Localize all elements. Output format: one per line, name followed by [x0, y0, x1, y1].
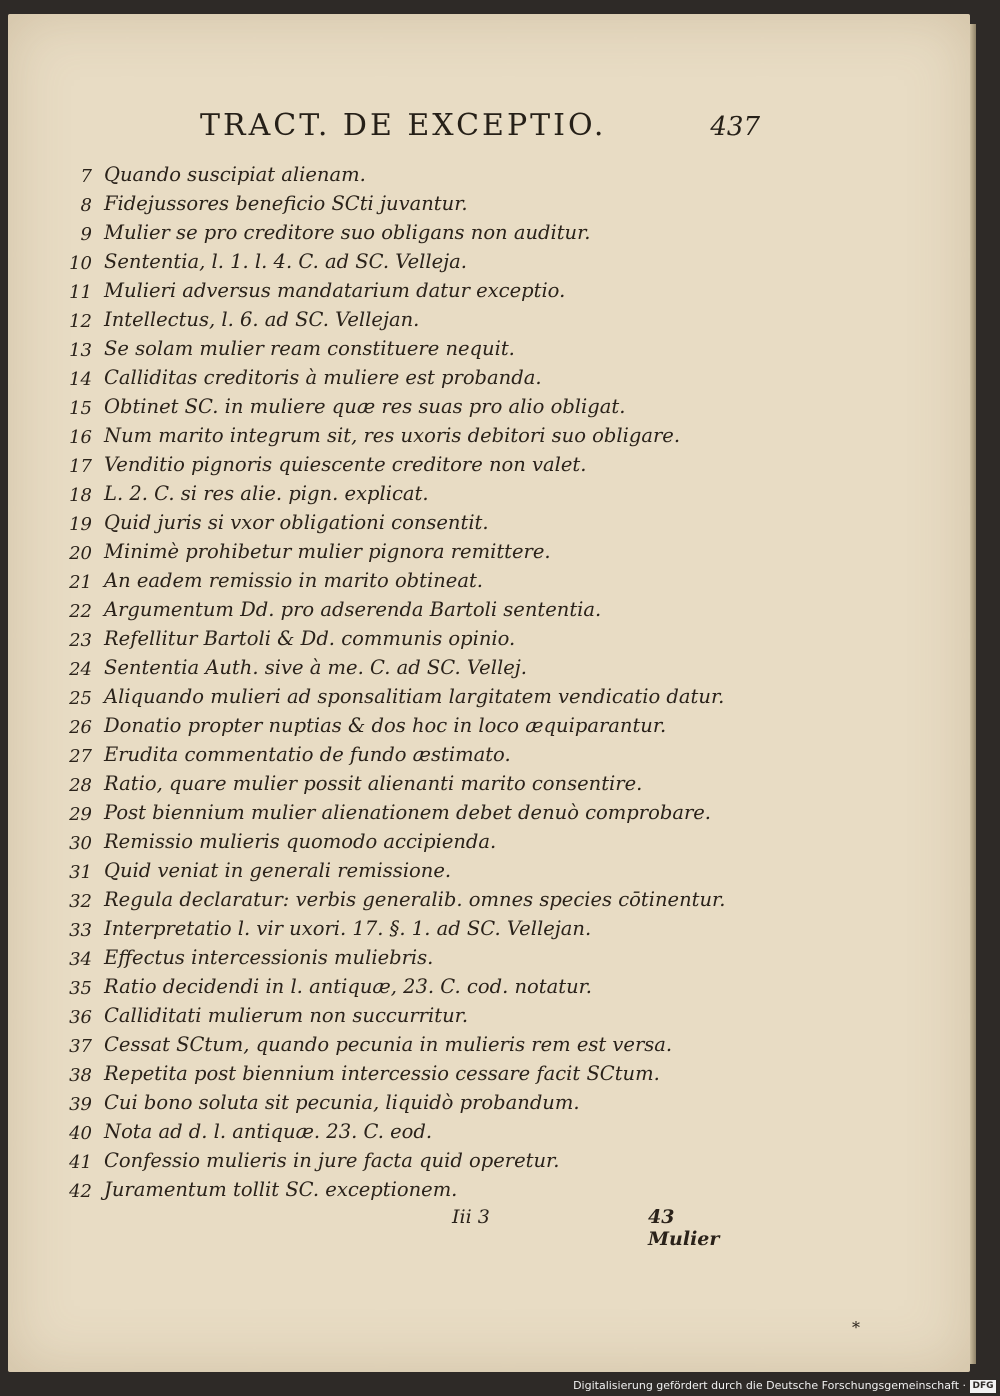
- list-item: [56, 685, 776, 714]
- entry-text: Num marito integrum sit, res uxoris debitori suo obligare.: [104, 424, 681, 447]
- entry-text: Se solam mulier ream constituere nequit.: [104, 337, 515, 360]
- list-item: [56, 192, 776, 221]
- list-item: [56, 1033, 776, 1062]
- entry-text: Ratio, quare mulier possit alienanti marito consentire.: [104, 772, 643, 795]
- entry-number: 36: [69, 1007, 92, 1028]
- entry-number: 7: [80, 166, 92, 187]
- entry-text: Cessat SCtum, quando pecunia in mulieris rem est versa.: [104, 1033, 673, 1056]
- entry-number: 31: [69, 862, 92, 883]
- entry-text: Venditio pignoris quiescente creditore non valet.: [104, 453, 587, 476]
- list-item: [56, 424, 776, 453]
- entry-number: 12: [69, 311, 92, 332]
- list-item: [56, 1120, 776, 1149]
- entry-number: 14: [69, 369, 92, 390]
- list-item: [56, 1149, 776, 1178]
- page-footer: [452, 1206, 752, 1250]
- entry-text: Argumentum Dd. pro adserenda Bartoli sententia.: [104, 598, 602, 621]
- list-item: [56, 1062, 776, 1091]
- entry-number: 35: [69, 978, 92, 999]
- entry-text: Aliquando mulieri ad sponsalitiam largitatem vendicatio datur.: [104, 685, 725, 708]
- list-item: [56, 163, 776, 192]
- entry-number: 23: [69, 630, 92, 651]
- list-item: [56, 598, 776, 627]
- page-edge: [970, 24, 976, 1364]
- entry-number: 17: [69, 456, 92, 477]
- list-item: [56, 656, 776, 685]
- entry-number: 16: [69, 427, 92, 448]
- entry-text: Quid juris si vxor obligationi consentit.: [104, 511, 489, 534]
- page-header: [200, 108, 760, 152]
- entry-number: 18: [69, 485, 92, 506]
- signature-mark: Iii 3: [452, 1206, 490, 1228]
- entry-text: Remissio mulieris quomodo accipienda.: [104, 830, 497, 853]
- list-item: [56, 1178, 776, 1207]
- list-item: [56, 714, 776, 743]
- entry-number: 28: [69, 775, 92, 796]
- entry-number: 32: [69, 891, 92, 912]
- list-item: [56, 1091, 776, 1120]
- list-item: [56, 946, 776, 975]
- entry-number: 41: [69, 1152, 92, 1173]
- entry-text: Intellectus, l. 6. ad SC. Vellejan.: [104, 308, 420, 331]
- entry-text: Quid veniat in generali remissione.: [104, 859, 452, 882]
- entry-number: 39: [69, 1094, 92, 1115]
- entry-number: 29: [69, 804, 92, 825]
- entry-number: 20: [69, 543, 92, 564]
- entry-text: Erudita commentatio de fundo æstimato.: [104, 743, 511, 766]
- page-number: 437: [710, 112, 760, 142]
- entry-text: Repetita post biennium intercessio cessare facit SCtum.: [104, 1062, 660, 1085]
- list-item: [56, 221, 776, 250]
- entry-text: Obtinet SC. in muliere quæ res suas pro alio obligat.: [104, 395, 626, 418]
- entry-text: Cui bono soluta sit pecunia, liquidò probandum.: [104, 1091, 580, 1114]
- entry-text: Nota ad d. l. antiquæ. 23. C. eod.: [104, 1120, 433, 1143]
- entry-number: 25: [69, 688, 92, 709]
- list-item: [56, 830, 776, 859]
- entry-number: 30: [69, 833, 92, 854]
- entry-number: 8: [80, 195, 92, 216]
- list-item: [56, 453, 776, 482]
- list-item: [56, 772, 776, 801]
- list-item: [56, 337, 776, 366]
- entry-number: 42: [69, 1181, 92, 1202]
- entry-text: Juramentum tollit SC. exceptionem.: [104, 1178, 458, 1201]
- printer-mark: *: [852, 1318, 860, 1337]
- entry-number: 19: [69, 514, 92, 535]
- dfg-logo: DFG: [970, 1380, 996, 1393]
- entry-text: Confessio mulieris in jure facta quid operetur.: [104, 1149, 560, 1172]
- list-item: [56, 279, 776, 308]
- entry-text: Fidejussores beneficio SCti juvantur.: [104, 192, 468, 215]
- entry-number: 33: [69, 920, 92, 941]
- entry-number: 26: [69, 717, 92, 738]
- entry-number: 38: [69, 1065, 92, 1086]
- list-item: [56, 366, 776, 395]
- entry-number: 37: [69, 1036, 92, 1057]
- entry-text: Mulier se pro creditore suo obligans non auditur.: [104, 221, 591, 244]
- list-item: [56, 569, 776, 598]
- list-item: [56, 975, 776, 1004]
- entry-text: Calliditas creditoris à muliere est probanda.: [104, 366, 542, 389]
- list-item: [56, 540, 776, 569]
- list-item: [56, 1004, 776, 1033]
- entry-text: Minimè prohibetur mulier pignora remittere.: [104, 540, 551, 563]
- list-item: [56, 888, 776, 917]
- summary-list: [56, 163, 776, 1203]
- entry-number: 40: [69, 1123, 92, 1144]
- entry-text: Post biennium mulier alienationem debet denuò comprobare.: [104, 801, 712, 824]
- entry-text: Calliditati mulierum non succurritur.: [104, 1004, 469, 1027]
- list-item: [56, 250, 776, 279]
- entry-number: 22: [69, 601, 92, 622]
- entry-number: 15: [69, 398, 92, 419]
- entry-text: L. 2. C. si res alie. pign. explicat.: [104, 482, 429, 505]
- entry-text: Refellitur Bartoli & Dd. communis opinio.: [104, 627, 516, 650]
- list-item: [56, 801, 776, 830]
- entry-number: 34: [69, 949, 92, 970]
- entry-number: 27: [69, 746, 92, 767]
- list-item: [56, 743, 776, 772]
- list-item: [56, 627, 776, 656]
- entry-text: Effectus intercessionis muliebris.: [104, 946, 434, 969]
- entry-number: 9: [80, 224, 92, 245]
- entry-text: Sententia, l. 1. l. 4. C. ad SC. Velleja.: [104, 250, 467, 273]
- entry-number: 21: [69, 572, 92, 593]
- entry-number: 10: [69, 253, 92, 274]
- digitization-credit: Digitalisierung gefördert durch die Deutsche Forschungsgemeinschaft ·: [573, 1379, 966, 1392]
- list-item: [56, 859, 776, 888]
- entry-text: Ratio decidendi in l. antiquæ, 23. C. cod. notatur.: [104, 975, 593, 998]
- entry-text: Sententia Auth. sive à me. C. ad SC. Vellej.: [104, 656, 527, 679]
- running-title: TRACT. DE EXCEPTIO.: [200, 108, 607, 143]
- entry-text: Regula declaratur: verbis generalib. omnes species cōtinentur.: [104, 888, 726, 911]
- entry-text: Interpretatio l. vir uxori. 17. §. 1. ad SC. Vellejan.: [104, 917, 592, 940]
- catchword: 43 Mulier: [648, 1206, 720, 1250]
- list-item: [56, 482, 776, 511]
- entry-text: An eadem remissio in marito obtineat.: [104, 569, 483, 592]
- entry-text: Donatio propter nuptias & dos hoc in loco æquiparantur.: [104, 714, 667, 737]
- list-item: [56, 917, 776, 946]
- entry-text: Mulieri adversus mandatarium datur exceptio.: [104, 279, 566, 302]
- list-item: [56, 511, 776, 540]
- list-item: [56, 308, 776, 337]
- entry-text: Quando suscipiat alienam.: [104, 163, 366, 186]
- entry-number: 13: [69, 340, 92, 361]
- entry-number: 24: [69, 659, 92, 680]
- entry-number: 11: [69, 282, 92, 303]
- list-item: [56, 395, 776, 424]
